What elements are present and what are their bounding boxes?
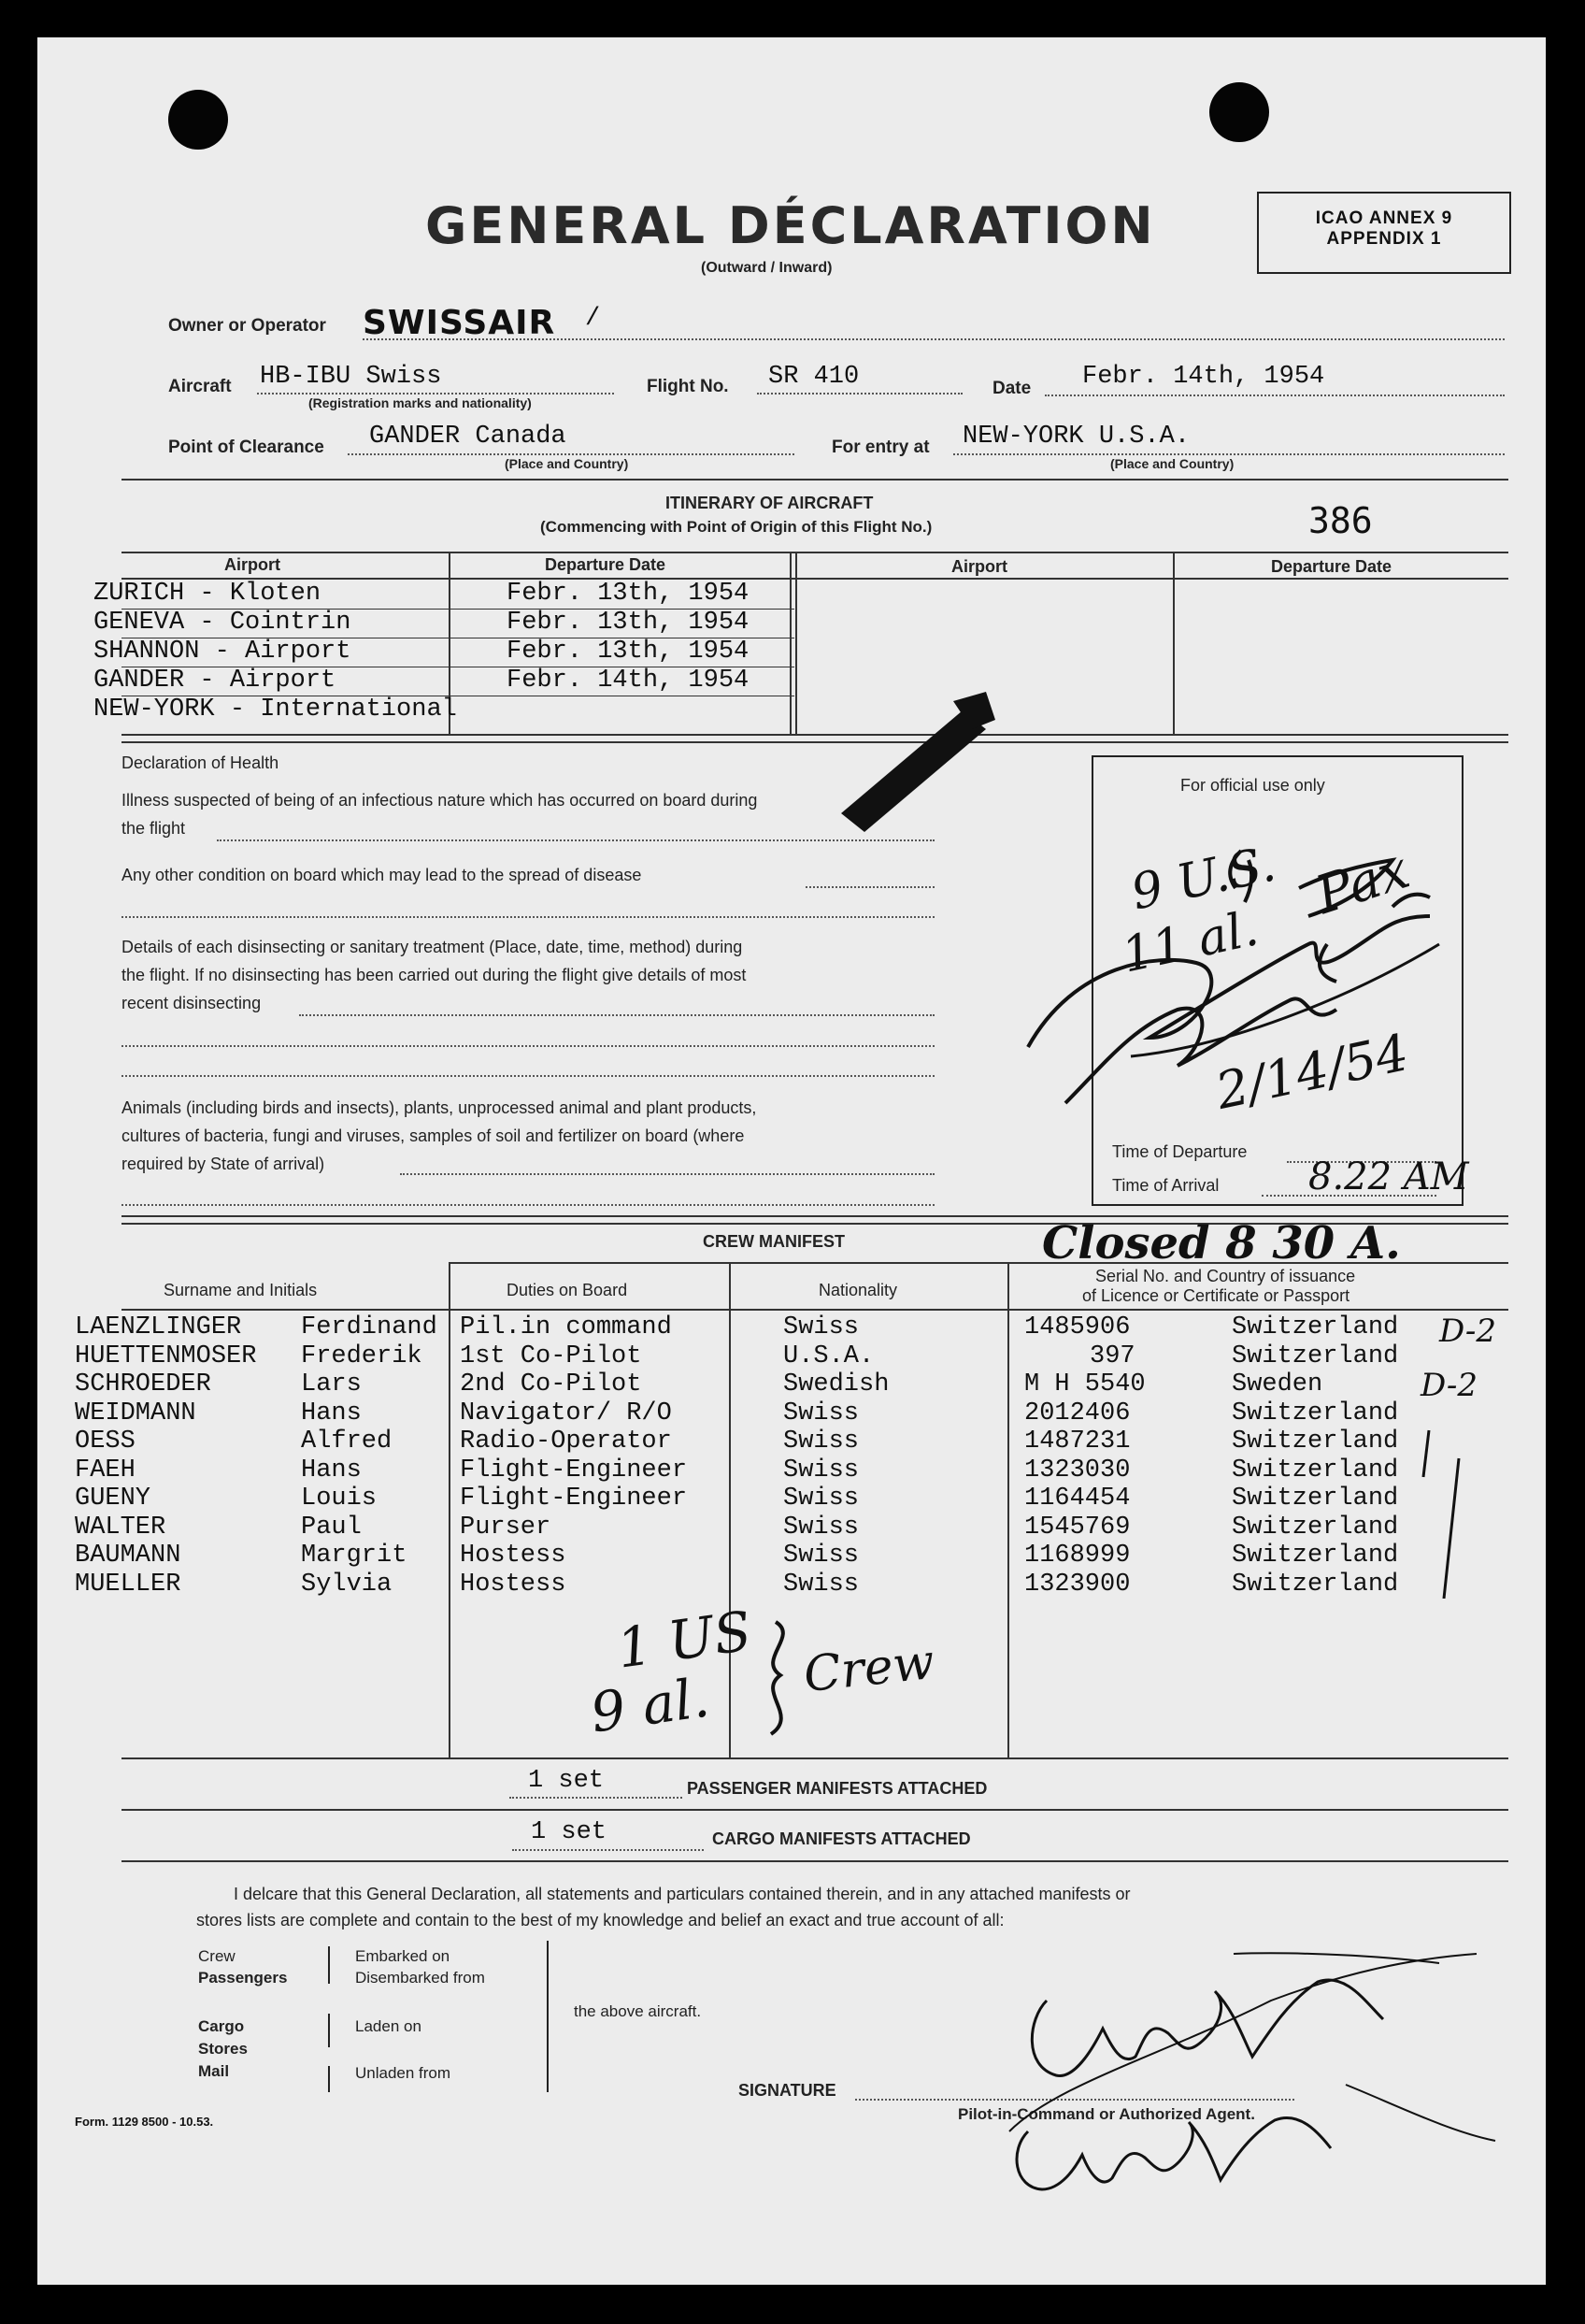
health-title: Declaration of Health	[121, 753, 279, 772]
crew-country: Switzerland	[1232, 1427, 1399, 1456]
crew-title-line	[449, 1262, 1508, 1264]
declaration-line2: stores lists are complete and contain to the best of my knowledge and belief an exact and true account of all:	[196, 1911, 1005, 1929]
itinerary-bottom-line	[121, 734, 1508, 736]
hw-brace	[748, 1617, 804, 1739]
hw-crew-line2: 9 al.	[586, 1665, 714, 1745]
hw-official-date: 2/14/54	[1210, 1023, 1414, 1121]
decl-disembarked: Disembarked from	[355, 1969, 485, 1987]
crew-duty: Hostess	[460, 1571, 566, 1599]
form-number: Form. 1129 8500 - 10.53.	[75, 2115, 214, 2129]
crew-serial: M H 5540	[1024, 1370, 1146, 1399]
punch-hole-left	[168, 90, 228, 150]
health-q2-answer-a	[806, 886, 935, 888]
crew-surname: SCHROEDER	[75, 1370, 211, 1399]
crew-nationality: U.S.A.	[783, 1342, 875, 1370]
decl-cargo: Cargo	[198, 2017, 245, 2035]
crew-first-name: Frederik	[301, 1342, 422, 1370]
hw-tick-marks	[1416, 1421, 1472, 1599]
itinerary-header-line	[121, 578, 1508, 580]
health-q1-line1: Illness suspected of being of an infectious nature which has occurred on board during	[121, 791, 758, 810]
itinerary-departure-date: Febr. 13th, 1954	[507, 580, 750, 608]
health-q1-line2: the flight	[121, 819, 186, 838]
pilot-signature	[972, 1944, 1523, 2216]
passenger-manifest-count: 1 set	[528, 1767, 605, 1795]
crew-nationality: Swiss	[783, 1485, 860, 1513]
crew-col-duties: Duties on Board	[507, 1281, 628, 1299]
health-q2: Any other condition on board which may lead to the spread of disease	[121, 866, 642, 884]
crew-country: Switzerland	[1232, 1313, 1399, 1341]
crew-country: Switzerland	[1232, 1399, 1399, 1427]
cargo-manifest-count: 1 set	[531, 1818, 607, 1846]
crew-surname: BAUMANN	[75, 1542, 181, 1570]
inspector-signature	[991, 823, 1514, 1140]
crew-serial: 2012406	[1024, 1399, 1131, 1427]
crew-duty: Flight-Engineer	[460, 1456, 688, 1485]
health-q2-answer-b	[121, 916, 935, 918]
owner-slash: /	[585, 305, 601, 333]
crew-nationality: Swiss	[783, 1399, 860, 1427]
decl-embarked: Embarked on	[355, 1947, 450, 1965]
itinerary-col-airport-1: Airport	[224, 555, 280, 574]
crew-nationality: Swedish	[783, 1370, 890, 1399]
crew-serial: 397	[1090, 1342, 1135, 1370]
aircraft-value: HB-IBU Swiss	[260, 363, 442, 391]
itinerary-airport: ZURICH - Kloten	[93, 580, 321, 608]
hw-mark-1: D-2	[1439, 1313, 1497, 1350]
hw-mark-2: D-2	[1421, 1367, 1478, 1404]
page-subtitle: (Outward / Inward)	[701, 260, 833, 276]
declaration-braces	[318, 1935, 561, 2099]
crew-vline-3	[1007, 1262, 1009, 1757]
crew-serial: 1164454	[1024, 1485, 1131, 1513]
decl-laden: Laden on	[355, 2017, 421, 2035]
decl-above: the above aircraft.	[574, 2002, 702, 2020]
itinerary-departure-date: Febr. 14th, 1954	[507, 667, 750, 695]
crew-first-name: Margrit	[301, 1542, 407, 1570]
crew-surname: GUENY	[75, 1485, 151, 1513]
crew-nationality: Swiss	[783, 1313, 860, 1341]
crew-serial: 1545769	[1024, 1513, 1131, 1542]
crew-nationality: Swiss	[783, 1571, 860, 1599]
crew-col-serial-1: Serial No. and Country of issuance	[1095, 1267, 1356, 1285]
flight-line	[757, 393, 963, 395]
aircraft-note: (Registration marks and nationality)	[308, 395, 532, 410]
clearance-label: Point of Clearance	[168, 438, 324, 457]
entry-label: For entry at	[832, 438, 930, 457]
crew-country: Switzerland	[1232, 1456, 1399, 1485]
crew-first-name: Paul	[301, 1513, 362, 1542]
passenger-manifest-line	[509, 1797, 682, 1799]
crew-duty: Navigator/ R/O	[460, 1399, 672, 1427]
crew-nationality: Swiss	[783, 1427, 860, 1456]
pilot-label: Pilot-in-Command or Authorized Agent.	[958, 2105, 1255, 2123]
crew-surname: HUETTENMOSER	[75, 1342, 257, 1370]
date-label: Date	[992, 379, 1032, 398]
itinerary-col-departure-1: Departure Date	[545, 555, 666, 574]
decl-unladen: Unladen from	[355, 2064, 451, 2082]
signature-label: SIGNATURE	[738, 2081, 836, 2100]
health-q4-line1: Animals (including birds and insects), plants, unprocessed animal and plant products,	[121, 1098, 757, 1117]
crew-first-name: Louis	[301, 1485, 378, 1513]
crew-duty: 1st Co-Pilot	[460, 1342, 642, 1370]
hw-official-line2: 11 al.	[1117, 900, 1264, 984]
crew-surname: WEIDMANN	[75, 1399, 196, 1427]
entry-note: (Place and Country)	[1110, 456, 1235, 471]
owner-line	[363, 338, 1505, 340]
health-q4-answer-a	[400, 1173, 935, 1175]
arrival-time-value: 8.22 AM	[1308, 1155, 1469, 1198]
crew-duty: Pil.in command	[460, 1313, 672, 1341]
hw-official-line1: 9 U.S.	[1126, 836, 1281, 922]
official-use-title: For official use only	[1180, 776, 1325, 795]
crew-col-nationality: Nationality	[819, 1281, 898, 1299]
itinerary-vline-2b	[795, 552, 797, 734]
itinerary-airport: NEW-YORK - International	[93, 696, 457, 724]
flight-value: SR 410	[768, 363, 860, 391]
decl-stores: Stores	[198, 2040, 248, 2058]
arrival-time-label: Time of Arrival	[1112, 1176, 1220, 1195]
decl-passengers: Passengers	[198, 1969, 288, 1987]
crew-duty: Flight-Engineer	[460, 1485, 688, 1513]
clearance-note: (Place and Country)	[505, 456, 629, 471]
crew-duty: 2nd Co-Pilot	[460, 1370, 642, 1399]
itinerary-vline-3	[1173, 552, 1175, 734]
crew-bottom-line	[121, 1757, 1508, 1759]
health-q3-line1: Details of each disinsecting or sanitary treatment (Place, date, time, method) during	[121, 938, 743, 956]
divider	[121, 479, 1508, 481]
itinerary-airport: SHANNON - Airport	[93, 638, 351, 666]
punch-hole-right	[1209, 82, 1269, 142]
crew-first-name: Hans	[301, 1456, 362, 1485]
itinerary-departure-date: Febr. 13th, 1954	[507, 638, 750, 666]
itinerary-airport: GANDER - Airport	[93, 667, 336, 695]
entry-line	[953, 453, 1505, 455]
crew-serial: 1168999	[1024, 1542, 1131, 1570]
decl-mail: Mail	[198, 2062, 230, 2080]
passenger-manifest-label: PASSENGER MANIFESTS ATTACHED	[687, 1779, 988, 1798]
redaction-mark	[822, 673, 1009, 841]
crew-nationality: Swiss	[783, 1542, 860, 1570]
itinerary-departure-date: Febr. 13th, 1954	[507, 609, 750, 637]
departure-time-label: Time of Departure	[1112, 1142, 1248, 1161]
crew-vline-1	[449, 1262, 450, 1757]
health-q3-line3: recent disinsecting	[121, 994, 262, 1012]
crew-surname: MUELLER	[75, 1571, 181, 1599]
crew-serial: 1323900	[1024, 1571, 1131, 1599]
hw-crew-word: Crew	[801, 1633, 937, 1704]
crew-title: CREW MANIFEST	[703, 1232, 845, 1251]
cargo-manifest-label: CARGO MANIFESTS ATTACHED	[712, 1829, 971, 1848]
health-q1-answer	[217, 839, 935, 841]
crew-country: Switzerland	[1232, 1513, 1399, 1542]
clearance-value: GANDER Canada	[369, 423, 566, 451]
crew-country: Sweden	[1232, 1370, 1323, 1399]
health-q3-answer-c	[121, 1075, 935, 1077]
crew-first-name: Lars	[301, 1370, 362, 1399]
crew-surname: OESS	[75, 1427, 136, 1456]
crew-vline-2	[729, 1262, 731, 1757]
crew-nationality: Swiss	[783, 1456, 860, 1485]
health-q3-answer-a	[299, 1014, 935, 1016]
itinerary-vline-2	[790, 552, 792, 734]
declaration-line1: I delcare that this General Declaration, all statements and particulars contained therein, and in any attached manifests or	[234, 1885, 1131, 1903]
crew-first-name: Ferdinand	[301, 1313, 437, 1341]
aircraft-label: Aircraft	[168, 377, 232, 396]
health-q3-line2: the flight. If no disinsecting has been carried out during the flight give details of most	[121, 966, 747, 984]
annex-box	[1257, 192, 1511, 274]
clearance-line	[348, 453, 794, 455]
manifest-divider	[121, 1809, 1508, 1811]
crew-duty: Purser	[460, 1513, 551, 1542]
crew-col-surname: Surname and Initials	[164, 1281, 318, 1299]
itinerary-airport: GENEVA - Cointrin	[93, 609, 351, 637]
itinerary-subtitle: (Commencing with Point of Origin of this Flight No.)	[540, 518, 933, 536]
annex-line-1: ICAO ANNEX 9	[1315, 208, 1453, 228]
itinerary-top-line	[121, 552, 1508, 553]
crew-duty: Radio-Operator	[460, 1427, 672, 1456]
hw-crew-line1: 1 US	[612, 1599, 755, 1681]
crew-duty: Hostess	[460, 1542, 566, 1570]
crew-surname: FAEH	[75, 1456, 136, 1485]
crew-country: Switzerland	[1232, 1571, 1399, 1599]
itinerary-title: ITINERARY OF AIRCRAFT	[665, 494, 874, 512]
health-q4-answer-b	[121, 1204, 935, 1206]
page-title: GENERAL DÉCLARATION	[425, 196, 1156, 255]
health-q3-answer-b	[121, 1045, 935, 1047]
crew-surname: WALTER	[75, 1513, 166, 1542]
crew-country: Switzerland	[1232, 1485, 1399, 1513]
date-value: Febr. 14th, 1954	[1082, 363, 1325, 391]
decl-crew: Crew	[198, 1947, 236, 1965]
hw-official-pax: Pax	[1308, 839, 1417, 926]
itinerary-bottom-line-2	[121, 741, 1508, 743]
crew-serial: 1485906	[1024, 1313, 1131, 1341]
flight-label: Flight No.	[647, 377, 729, 396]
itinerary-col-departure-2: Departure Date	[1271, 557, 1392, 576]
crew-header-line	[121, 1309, 1508, 1311]
crew-nationality: Swiss	[783, 1513, 860, 1542]
crew-serial: 1487231	[1024, 1427, 1131, 1456]
annex-line-2: APPENDIX 1	[1326, 229, 1442, 249]
crew-first-name: Alfred	[301, 1427, 393, 1456]
crew-country: Switzerland	[1232, 1342, 1399, 1370]
cargo-manifest-line	[512, 1849, 704, 1851]
handwritten-number: 386	[1308, 500, 1373, 541]
aircraft-line	[257, 393, 614, 395]
health-q4-line3: required by State of arrival)	[121, 1155, 325, 1173]
crew-serial: 1323030	[1024, 1456, 1131, 1485]
date-line	[1045, 395, 1505, 396]
declaration-divider	[121, 1860, 1508, 1862]
entry-value: NEW-YORK U.S.A.	[963, 423, 1191, 451]
health-q4-line2: cultures of bacteria, fungi and viruses, samples of soil and fertilizer on board (where	[121, 1126, 745, 1145]
owner-value: SWISSAIR	[363, 304, 556, 342]
crew-surname: LAENZLINGER	[75, 1313, 242, 1341]
crew-country: Switzerland	[1232, 1542, 1399, 1570]
itinerary-col-airport-2: Airport	[951, 557, 1007, 576]
crew-col-serial-2: of Licence or Certificate or Passport	[1082, 1286, 1350, 1305]
crew-first-name: Hans	[301, 1399, 362, 1427]
hw-closed: Closed 8 30 A.	[1042, 1217, 1401, 1270]
owner-label: Owner or Operator	[168, 316, 326, 336]
crew-first-name: Sylvia	[301, 1571, 393, 1599]
